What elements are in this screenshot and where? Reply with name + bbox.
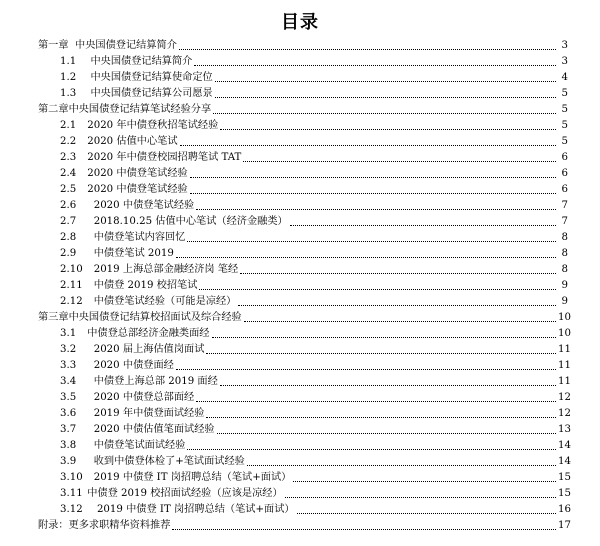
toc-entry-title: 中央国债登记结算公司愿景 [84,88,213,99]
toc-leader-dots [215,97,556,98]
toc-entry-number: 3.12 [60,504,83,515]
toc-page-number: 6 [561,184,568,195]
toc-entry-title: 更多求职精华资料推荐 [68,520,171,531]
toc-entry-title: 收到中债登体检了+笔试面试经验 [84,456,245,467]
toc-leader-dots [243,161,556,162]
toc-leader-dots [187,449,556,450]
toc-leader-dots [176,369,556,370]
toc-leader-dots [190,177,556,178]
toc-page-number: 11 [558,344,571,355]
toc-entry-title: 2018.10.25 估值中心笔试（经济金融类） [84,216,288,227]
toc-entry-title: 2020 中债登笔试经验 [84,184,188,195]
toc-page-number: 7 [561,200,568,211]
toc-leader-dots [244,321,556,322]
toc-entry-number: 2.8 [60,232,77,243]
toc-section-entry[interactable] [38,182,568,198]
toc-section-entry[interactable] [38,118,568,134]
toc-entry-number: 3.3 [60,360,77,371]
toc-chapter-entry[interactable] [38,38,568,54]
toc-leader-dots [206,417,556,418]
toc-leader-dots [220,385,556,386]
toc-chapter-entry[interactable] [38,310,571,326]
toc-leader-dots [240,273,556,274]
toc-leader-dots [293,481,556,482]
toc-page-number: 13 [558,424,571,435]
toc-entry-title: 中央国债登记结算笔试经验分享 [68,104,212,115]
toc-entry-number: 2.9 [60,248,77,259]
toc-section-entry[interactable] [38,454,571,470]
toc-section-entry[interactable] [38,390,571,406]
toc-entry-title: 2020 年中债登校园招聘笔试 TAT [84,152,242,163]
toc-leader-dots [220,129,556,130]
toc-leader-dots [247,465,556,466]
toc-page-number: 10 [558,328,571,339]
toc-entry-number: 3.10 [60,472,83,483]
toc-page-number: 5 [561,88,568,99]
toc-entry-title: 中央国债登记结算使命定位 [84,72,213,83]
toc-entry-title: 2020 中债登笔试经验 [84,168,188,179]
table-of-contents [38,38,571,534]
toc-page-number: 4 [561,72,568,83]
toc-entry-title: 2020 中债登面经 [84,360,174,371]
toc-entry-number: 2.2 [60,136,77,147]
toc-page-number: 3 [561,56,568,67]
toc-leader-dots [212,337,557,338]
toc-leader-dots [199,289,556,290]
toc-entry-title: 中债登 2019 校招笔试 [84,280,198,291]
toc-entry-number: 3.4 [60,376,77,387]
toc-leader-dots [196,209,556,210]
toc-entry-number: 3.5 [60,392,77,403]
toc-section-entry[interactable] [38,166,568,182]
toc-section-entry[interactable] [38,246,568,262]
toc-entry-number: 3.6 [60,408,77,419]
toc-leader-dots [180,145,556,146]
toc-section-entry[interactable] [38,54,568,70]
toc-entry-title: 中债登笔试内容回忆 [84,232,186,243]
toc-entry-number: 3.9 [60,456,77,467]
toc-entry-title: 中债登 2019 校招面试经验（应该是凉经） [84,488,283,499]
toc-section-entry[interactable] [38,422,571,438]
toc-page-number: 5 [561,120,568,131]
toc-entry-number: 2.10 [60,264,83,275]
toc-leader-dots [290,225,556,226]
toc-entry-number: 2.1 [60,120,77,131]
toc-chapter-entry[interactable] [38,102,568,118]
toc-page-number: 8 [561,232,568,243]
toc-section-entry[interactable] [38,134,568,150]
toc-section-entry[interactable] [38,278,568,294]
toc-page-number: 12 [558,392,571,403]
toc-page-number: 14 [558,456,571,467]
toc-entry-title: 中债登笔试面试经验 [84,440,186,451]
toc-leader-dots [190,193,556,194]
toc-page-number: 15 [558,472,571,483]
toc-entry-title: 中央国债登记结算简介 [68,40,177,51]
toc-section-entry[interactable] [38,406,571,422]
toc-section-entry[interactable] [38,326,571,342]
toc-section-entry[interactable] [38,438,571,454]
toc-section-entry[interactable] [38,262,568,278]
toc-page-number: 6 [561,152,568,163]
toc-leader-dots [206,353,556,354]
toc-leader-dots [194,65,556,66]
toc-entry-number: 2.6 [60,200,77,211]
toc-entry-title: 中央国债登记结算校招面试及综合经验 [68,312,242,323]
toc-entry-title: 中债登笔试 2019 [84,248,174,259]
toc-entry-title: 2020 中债登笔试经验 [84,200,195,211]
toc-entry-number: 第一章 [38,40,69,51]
toc-section-entry[interactable] [38,502,571,518]
toc-entry-title: 2020 年中债登秋招笔试经验 [84,120,219,131]
toc-page-number: 15 [558,488,571,499]
toc-entry-number: 3.1 [60,328,77,339]
toc-section-entry[interactable] [38,214,568,230]
toc-page-number: 11 [558,376,571,387]
toc-page-number: 7 [561,216,568,227]
toc-section-entry[interactable] [38,70,568,86]
toc-entry-title: 2020 中债登总部面经 [84,392,195,403]
toc-section-entry[interactable] [38,358,571,374]
toc-section-entry[interactable] [38,374,571,390]
toc-entry-number: 第三章 [38,312,69,323]
toc-leader-dots [217,433,556,434]
toc-entry-title: 2020 届上海估值岗面试 [84,344,205,355]
toc-leader-dots [187,241,556,242]
toc-page-number: 8 [561,248,568,259]
toc-leader-dots [285,497,556,498]
toc-section-entry[interactable] [38,486,571,502]
toc-entry-title: 2020 估值中心笔试 [84,136,178,147]
toc-page-number: 11 [558,360,571,371]
toc-leader-dots [297,513,556,514]
toc-entry-title: 2019 中债登 IT 岗招聘总结（笔试+面试） [84,504,295,515]
toc-entry-number: 2.3 [60,152,77,163]
toc-page-number: 14 [558,440,571,451]
toc-entry-number: 1.1 [60,56,77,67]
toc-section-entry[interactable] [38,86,568,102]
toc-page-number: 16 [558,504,571,515]
toc-leader-dots [172,529,556,530]
toc-leader-dots [215,81,556,82]
toc-entry-number: 第二章 [38,104,69,115]
toc-entry-number: 2.5 [60,184,77,195]
toc-page-number: 17 [558,520,571,531]
toc-entry-title: 中债登笔试经验（可能是凉经） [84,296,237,307]
toc-chapter-entry[interactable] [38,518,571,534]
toc-section-entry[interactable] [38,230,568,246]
toc-entry-number: 3.11 [60,488,83,499]
toc-section-entry[interactable] [38,470,571,486]
toc-page-number: 9 [561,296,568,307]
toc-page-number: 5 [561,136,568,147]
toc-entry-number: 2.12 [60,296,83,307]
toc-leader-dots [176,257,556,258]
toc-entry-number: 2.7 [60,216,77,227]
toc-section-entry[interactable] [38,342,571,358]
toc-entry-number: 2.11 [60,280,83,291]
toc-entry-title: 中债登上海总部 2019 面经 [84,376,218,387]
toc-entry-title: 2019 上海总部金融经济岗 笔经 [84,264,239,275]
toc-section-entry[interactable] [38,294,568,310]
toc-page-number: 9 [561,280,568,291]
toc-leader-dots [238,305,556,306]
toc-page-number: 12 [558,408,571,419]
page-title: 目录 [281,12,319,33]
toc-page-number: 5 [561,104,568,115]
toc-entry-title: 中央国债登记结算简介 [84,56,193,67]
toc-entry-title: 2020 中债估值笔面试经验 [84,424,215,435]
toc-leader-dots [196,401,556,402]
toc-page-number: 6 [561,168,568,179]
toc-leader-dots [213,113,556,114]
toc-entry-number: 2.4 [60,168,77,179]
toc-section-entry[interactable] [38,198,568,214]
toc-entry-title: 2019 中债登 IT 岗招聘总结（笔试+面试） [84,472,292,483]
toc-page-number: 3 [561,40,568,51]
toc-entry-number: 3.8 [60,440,77,451]
toc-section-entry[interactable] [38,150,568,166]
toc-page-number: 10 [558,312,571,323]
toc-entry-number: 1.2 [60,72,77,83]
toc-entry-number: 1.3 [60,88,77,99]
toc-entry-title: 2019 年中债登面试经验 [84,408,205,419]
toc-entry-number: 3.2 [60,344,77,355]
toc-leader-dots [179,49,556,50]
toc-entry-number: 附录： [38,520,69,531]
toc-entry-number: 3.7 [60,424,77,435]
toc-page-number: 8 [561,264,568,275]
toc-entry-title: 中债登总部经济金融类面经 [84,328,210,339]
